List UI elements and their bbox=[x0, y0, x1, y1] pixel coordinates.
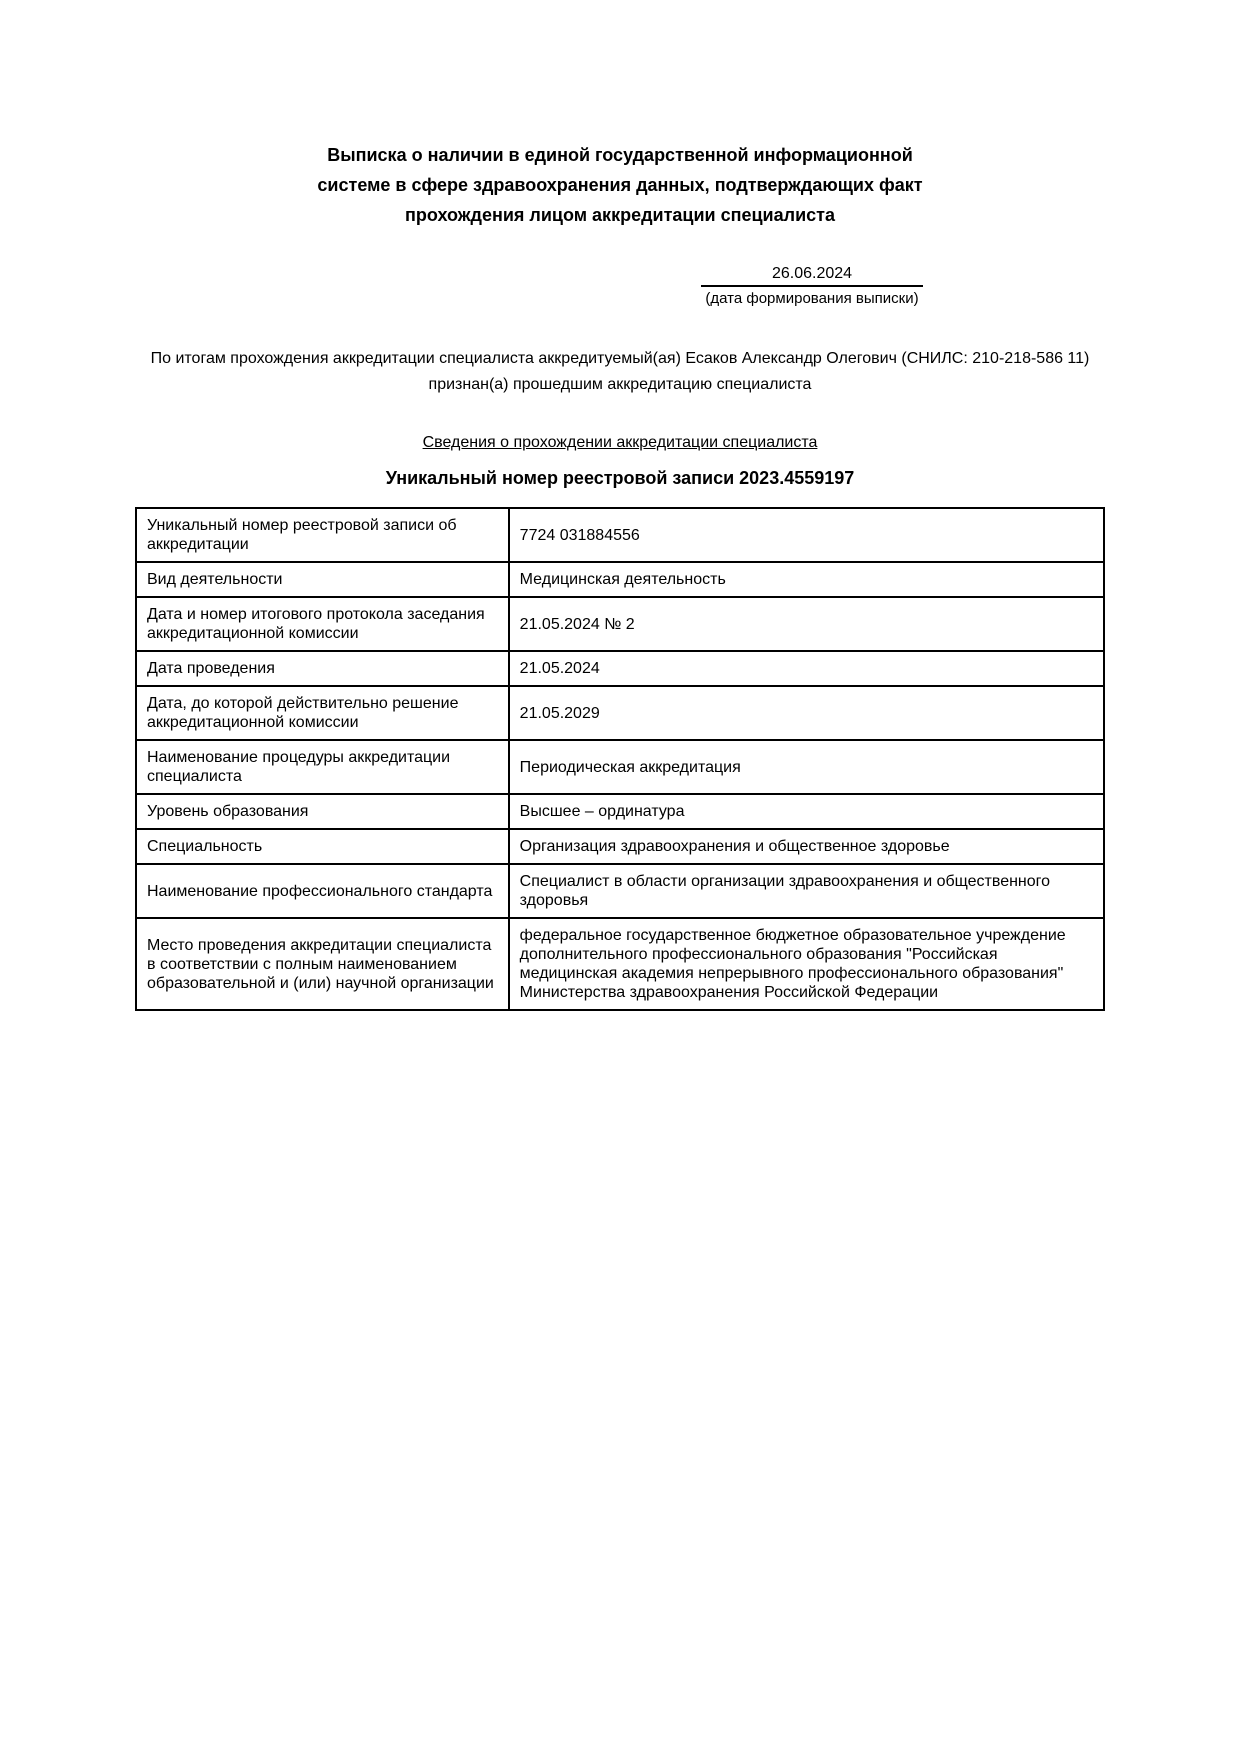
row-label-cell: Уровень образования bbox=[136, 794, 509, 829]
row-value-cell: Высшее – ординатура bbox=[509, 794, 1104, 829]
registry-number-heading: Уникальный номер реестровой записи 2023.4559197 bbox=[385, 468, 855, 488]
extract-date-block bbox=[701, 264, 923, 308]
row-value-cell: 21.05.2024 bbox=[509, 651, 1104, 686]
row-value-cell: Специалист в области организации здравоохранения и общественного здоровья bbox=[509, 864, 1104, 918]
row-value-cell: 21.05.2029 bbox=[509, 686, 1104, 740]
row-label-cell: Специальность bbox=[136, 829, 509, 864]
section-heading: Сведения о прохождении аккредитации специалиста bbox=[422, 434, 818, 451]
document-title bbox=[135, 140, 1105, 230]
accreditation-table bbox=[135, 507, 1105, 1011]
row-value-cell: Медицинская деятельность bbox=[509, 562, 1104, 597]
row-label-cell: Дата проведения bbox=[136, 651, 509, 686]
table-row bbox=[136, 918, 1104, 1010]
row-value-cell: федеральное государственное бюджетное образовательное учреждение дополнительного профессионального образования "Российская медицинская академия непрерывного профессионального образования" Министерства здравоохранения Российской Федерации bbox=[509, 918, 1104, 1010]
row-value-cell: Периодическая аккредитация bbox=[509, 740, 1104, 794]
extract-date: 26.06.2024 bbox=[701, 264, 923, 287]
table-row bbox=[136, 794, 1104, 829]
row-label-cell: Вид деятельности bbox=[136, 562, 509, 597]
table-row bbox=[136, 864, 1104, 918]
table-row bbox=[136, 651, 1104, 686]
document-title-line: прохождения лицом аккредитации специалиста bbox=[405, 205, 835, 225]
row-label-cell: Уникальный номер реестровой записи об аккредитации bbox=[136, 508, 509, 562]
row-value-cell: Организация здравоохранения и общественное здоровье bbox=[509, 829, 1104, 864]
extract-date-caption: (дата формирования выписки) bbox=[705, 290, 919, 307]
table-row bbox=[136, 740, 1104, 794]
document-title-line: Выписка о наличии в единой государственной информационной bbox=[327, 145, 913, 165]
table-row bbox=[136, 508, 1104, 562]
table-row bbox=[136, 597, 1104, 651]
table-row bbox=[136, 562, 1104, 597]
row-label-cell: Место проведения аккредитации специалиста в соответствии с полным наименованием образовательной и (или) научной организации bbox=[136, 918, 509, 1010]
row-label-cell: Дата, до которой действительно решение аккредитационной комиссии bbox=[136, 686, 509, 740]
table-row bbox=[136, 829, 1104, 864]
row-value-cell: 21.05.2024 № 2 bbox=[509, 597, 1104, 651]
row-label-cell: Наименование процедуры аккредитации специалиста bbox=[136, 740, 509, 794]
row-label-cell: Наименование профессионального стандарта bbox=[136, 864, 509, 918]
intro-paragraph: По итогам прохождения аккредитации специалиста аккредитуемый(ая) Есаков Александр Олегович (СНИЛС: 210-218-586 11) признан(а) прошедшим аккредитацию специалиста bbox=[150, 350, 1090, 393]
row-label-cell: Дата и номер итогового протокола заседания аккредитационной комиссии bbox=[136, 597, 509, 651]
table-row bbox=[136, 686, 1104, 740]
row-value-cell: 7724 031884556 bbox=[509, 508, 1104, 562]
document-title-line: системе в сфере здравоохранения данных, подтверждающих факт bbox=[317, 175, 923, 195]
